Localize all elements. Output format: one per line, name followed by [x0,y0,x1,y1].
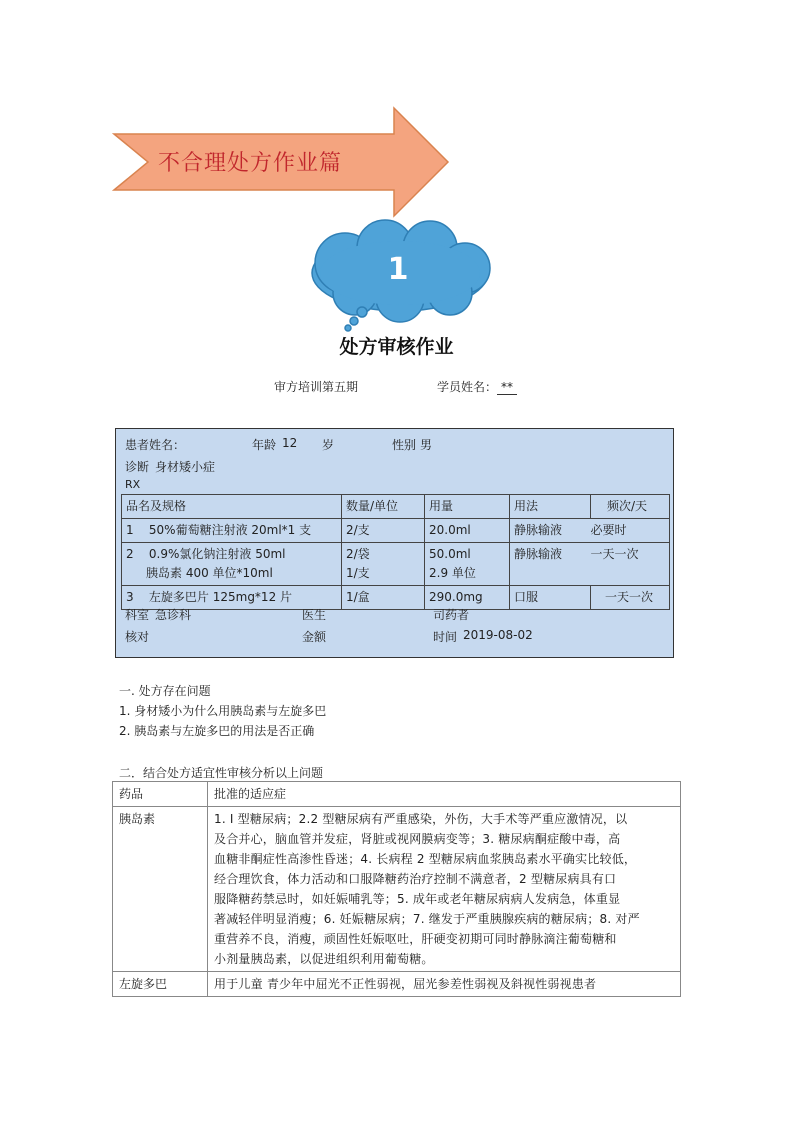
amount-label: 金额 [302,630,327,644]
student-label: 学员姓名： [437,380,498,394]
header-freq: 频次/天 [591,495,670,519]
freq-cell: 一天一次 [591,543,670,586]
route-cell: 口服 [510,586,591,610]
drug-cell: 左旋多巴 [113,972,208,997]
diagnosis-value: 身材矮小症 [155,460,216,474]
table-row [122,543,670,586]
indication-cell: 用于儿童 青少年中屈光不正性弱视，屈光参差性弱视及斜视性弱视患者 [208,972,681,997]
banner-title: 不合理处方作业篇 [158,151,343,176]
sex-label: 性别 [392,438,417,452]
table-row [113,972,681,997]
indication-table [112,781,681,997]
freq-cell: 必要时 [591,519,670,543]
question-item: 1. 身材矮小为什么用胰岛素与左旋多巴 [119,704,327,718]
prescription-panel [115,428,674,658]
route-cell: 静脉输液 [510,543,591,586]
sex-value: 男 [420,438,433,452]
dose-cell: 50.0ml 2.9 单位 [425,543,510,586]
drug-name-cell: 2 0.9%氯化钠注射液 50ml 胰岛素 400 单位*10ml [122,543,342,586]
patient-label: 患者姓名： [125,438,186,452]
age-label: 年龄 [252,438,277,452]
diagnosis-label: 诊断 [125,460,150,474]
qty-cell: 1/盒 [342,586,425,610]
table-row [122,586,670,610]
header-qty: 数量/单位 [342,495,425,519]
time-value: 2019-08-02 [463,628,533,642]
indication-cell: 1. I 型糖尿病；2.2 型糖尿病有严重感染，外伤，大手术等严重应激情况，以 及合并心，脑血管并发症，肾脏或视网膜病变等；3. 糖尿病酮症酸中毒，高 血糖非酮症性高渗性昏迷；4. 长病程 2 型糖尿病血浆胰岛素水平确实比较低， 经合理饮食，体力活动和口服降糖药治疗控制不满意者，2 型糖尿病具有口 服降糖药禁忌时，如妊娠哺乳等；5. 成年或老年糖尿病病人发病急，体重显 著减轻伴明显消瘦；6. 妊娠糖尿病；7. 继发于严重胰腺疾病的糖尿病；8. 对严 重营养不良，消瘦，顽固性妊娠呕吐，肝硬变初期可同时静脉滴注葡萄糖和 小剂量胰岛素，以促进组织利用葡萄糖。 [208,807,681,972]
qty-cell: 2/支 [342,519,425,543]
question-item: 2. 胰岛素与左旋多巴的用法是否正确 [119,724,315,738]
check-label: 核对 [125,630,150,644]
dose-cell: 20.0ml [425,519,510,543]
route-cell: 静脉输液 [510,519,591,543]
freq-cell: 一天一次 [591,586,670,610]
dose-cell: 290.0mg [425,586,510,610]
age-unit: 岁 [322,438,335,452]
student-value: ** [497,380,517,395]
drug-cell: 胰岛素 [113,807,208,972]
analysis-heading: 二．结合处方适宜性审核分析以上问题 [119,766,324,780]
doctor-label: 医生 [302,608,327,622]
header-name: 品名及规格 [122,495,342,519]
pharmacist-label: 司药者 [433,608,470,622]
header-drug: 药品 [113,782,208,807]
table-row [113,807,681,972]
table-header-row [122,495,670,519]
header-route: 用法 [510,495,591,519]
time-label: 时间 [433,630,458,644]
drug-name-cell: 1 50%葡萄糖注射液 20ml*1 支 [122,519,342,543]
dept-value: 急诊科 [155,608,192,622]
table-header-row [113,782,681,807]
cloud-number: 1 [387,252,409,287]
header-indication: 批准的适应症 [208,782,681,807]
document-title: 处方审核作业 [339,336,454,358]
table-row [122,519,670,543]
age-value: 12 [282,436,298,450]
student-name [437,378,517,395]
training-session: 审方培训第五期 [274,380,359,394]
prescription-table [121,494,670,610]
header-dose: 用量 [425,495,510,519]
qty-cell: 2/袋 1/支 [342,543,425,586]
questions-heading: 一. 处方存在问题 [119,684,211,698]
rx-mark: RX [125,478,141,491]
drug-name-cell: 3 左旋多巴片 125mg*12 片 [122,586,342,610]
dept-label: 科室 [125,608,150,622]
